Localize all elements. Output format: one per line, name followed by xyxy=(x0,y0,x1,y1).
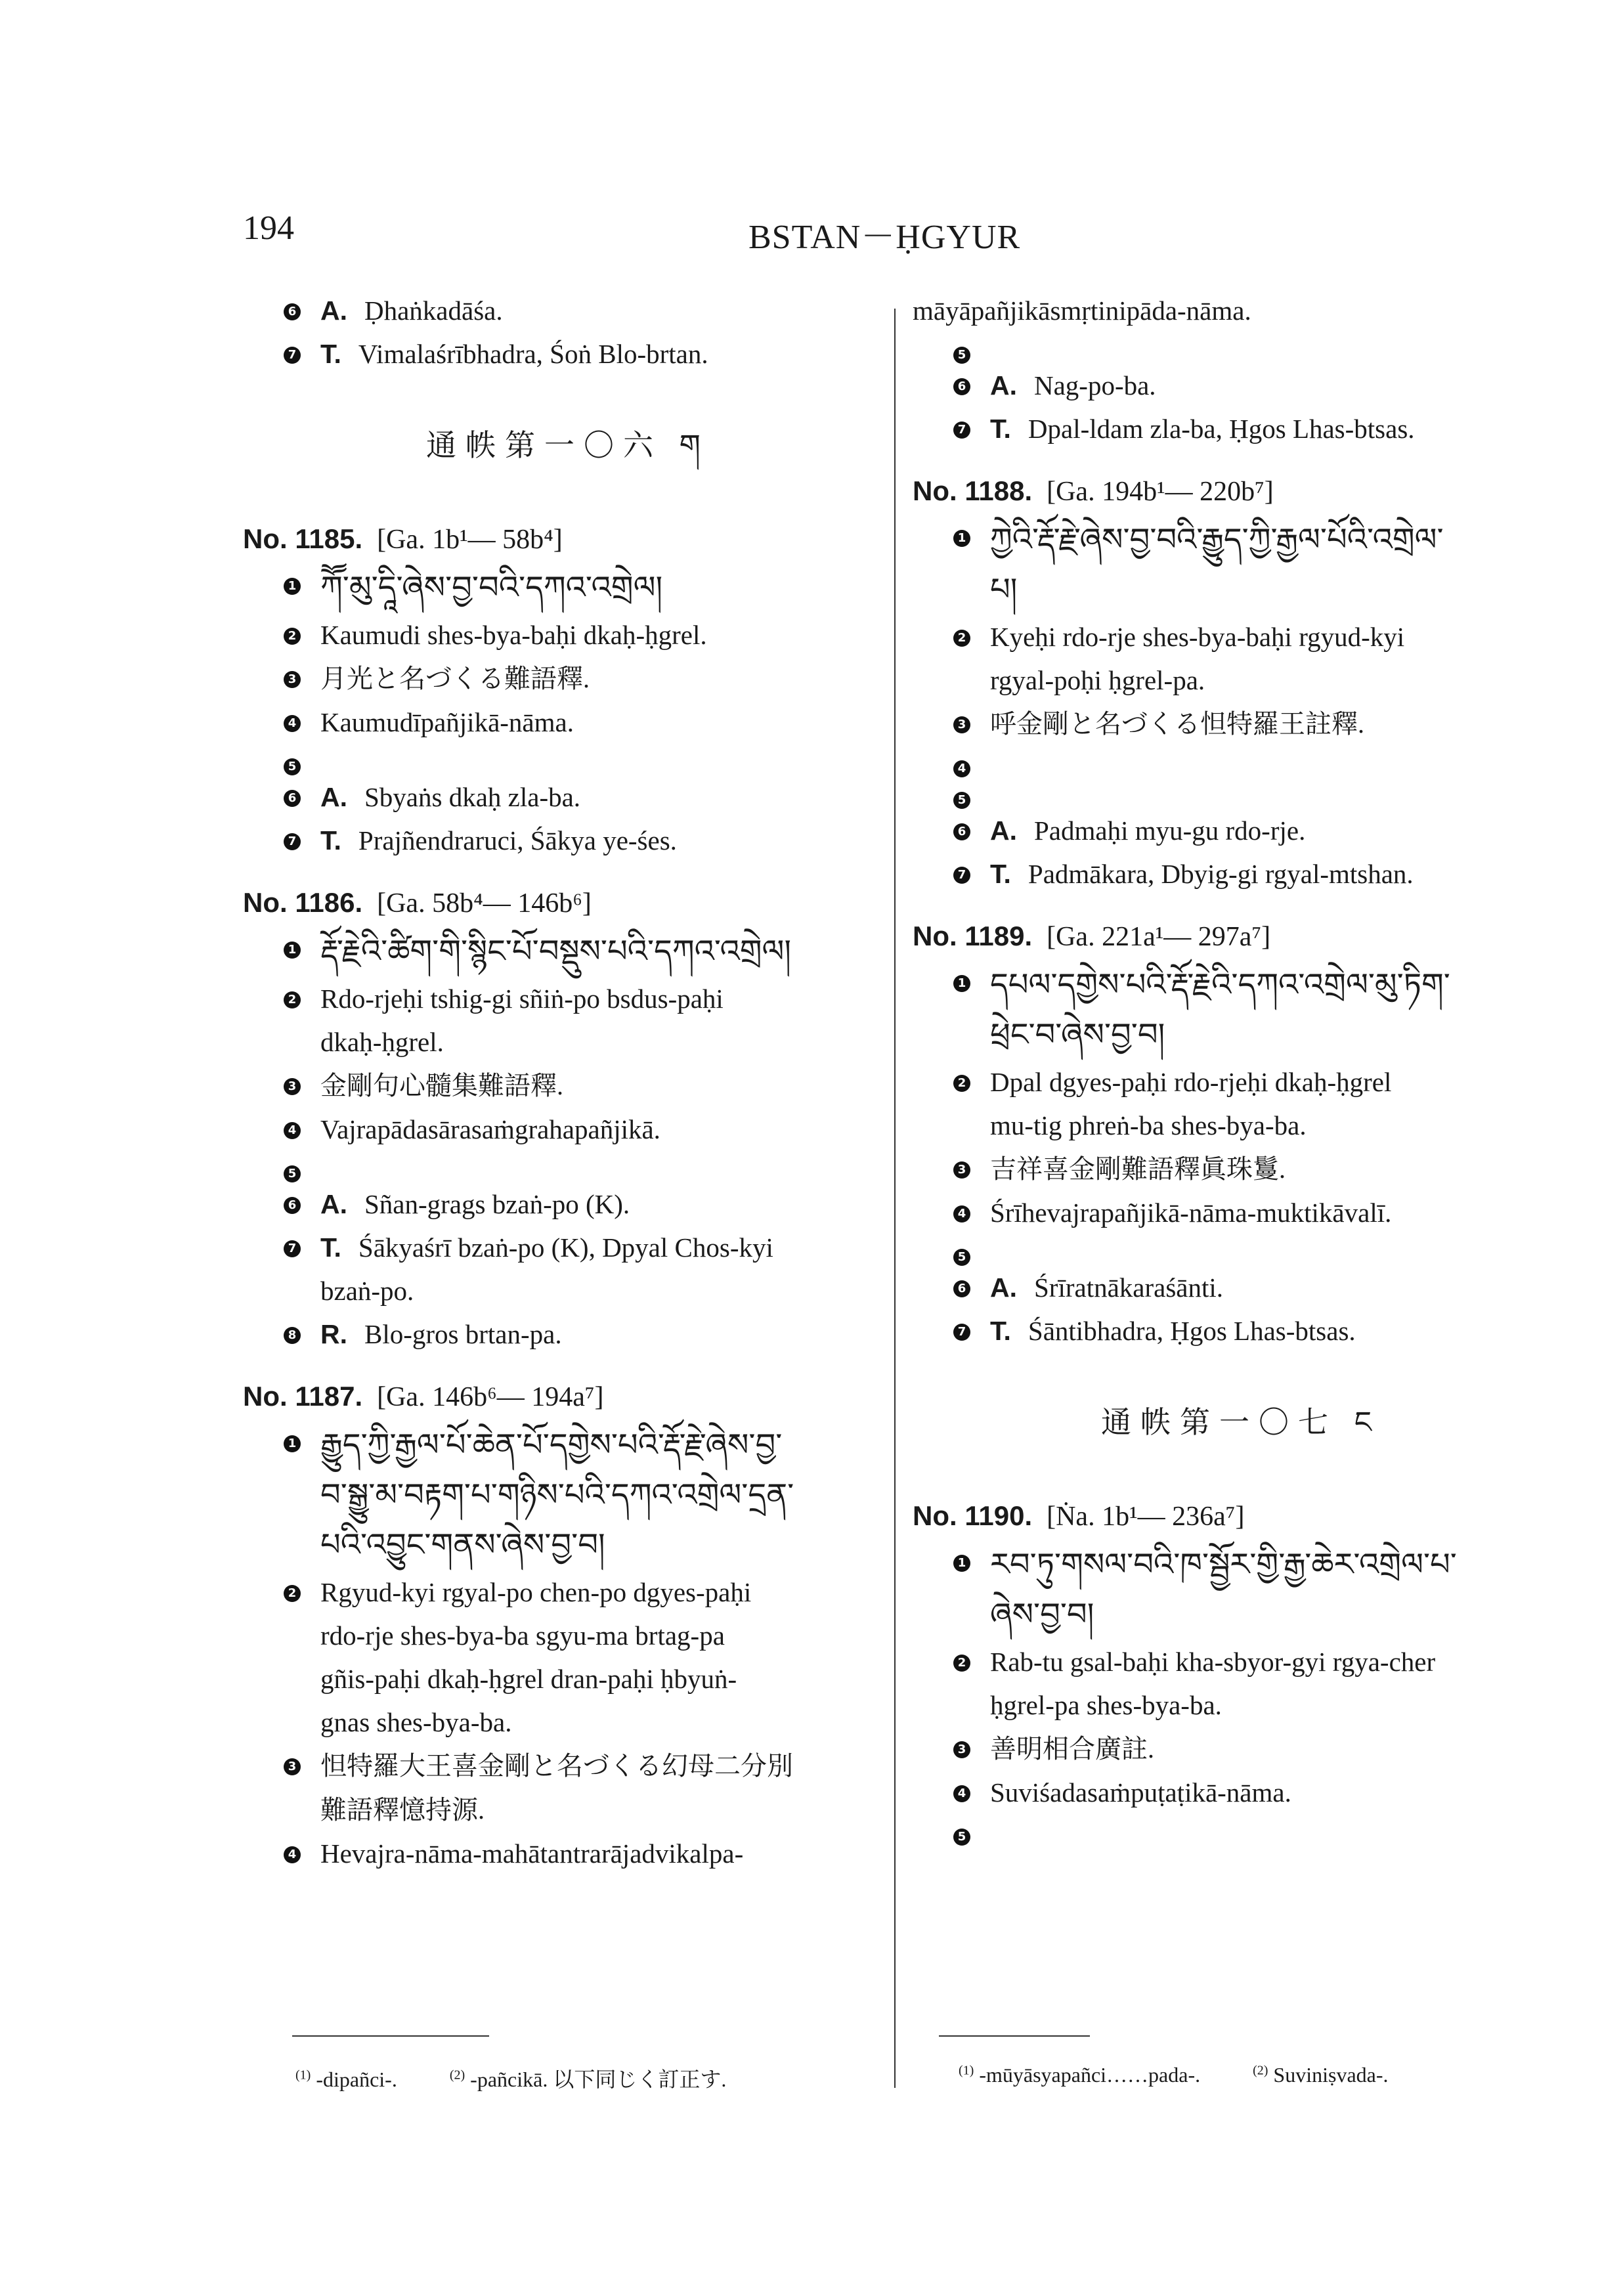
role-label: A. xyxy=(990,370,1017,401)
tibetan-title: དཔལ་དགྱེས་པའི་རྡོ་རྗེའི་དཀའ་འགྲེལ་མུ་ཏིག་ ཕྲེང་བ་ཞེས་བྱ་བ། xyxy=(990,968,1450,1052)
field-number-marker: 3 xyxy=(953,1741,970,1758)
field-number-marker: 1 xyxy=(284,942,301,959)
field-number-marker: 7 xyxy=(284,833,301,850)
role-label: R. xyxy=(320,1319,347,1349)
footnotes-left xyxy=(295,2063,779,2093)
footnote xyxy=(959,2063,1200,2087)
field-number-marker: 3 xyxy=(953,716,970,733)
role-label: A. xyxy=(320,782,347,812)
field-value: Prajñendraruci, Śākya ye-śes. xyxy=(358,825,677,856)
column-divider xyxy=(894,309,896,2088)
footnote-mark: (1) xyxy=(959,2063,974,2078)
field-number-marker: 2 xyxy=(953,630,970,647)
entry-field xyxy=(913,1309,1569,1353)
field-text xyxy=(990,809,1305,852)
entry-number-line xyxy=(243,523,893,555)
field-text xyxy=(990,615,1404,702)
entry-number: No. 1186. xyxy=(243,887,363,918)
field-number-marker: 3 xyxy=(953,1161,970,1179)
field-text xyxy=(990,852,1414,896)
entry-field xyxy=(913,1640,1569,1727)
field-text xyxy=(990,407,1415,450)
field-value: Śrīhevajrapañjikā-nāma-muktikāvalī. xyxy=(990,1198,1392,1228)
field-number-marker: 4 xyxy=(953,1785,970,1802)
entry-number-line xyxy=(913,921,1569,953)
field-value: Dpal dgyes-paḥi rdo-rjeḥi dkaḥ-ḥgrel mu-tig phreṅ-ba shes-bya-ba. xyxy=(990,1067,1392,1140)
field-text xyxy=(320,1421,794,1570)
entry-field xyxy=(243,1832,893,1875)
field-number-marker: 3 xyxy=(284,671,301,688)
japanese-title: 月光と名づくる難語釋. xyxy=(320,664,590,693)
footnote-text: -dipañci-. xyxy=(316,2068,397,2091)
entry-field xyxy=(913,1540,1569,1640)
tibetan-title: རྒྱུད་ཀྱི་རྒྱལ་པོ་ཆེན་པོ་དགྱེས་པའི་རྡོ་རྗེ་ཞེས་བྱ་ བ་སྒྱུ་མ་བརྟག་པ་གཉིས་པའི་དཀའ་འགྲེལ་དྲན་ པའི་འབྱུང་གནས་ཞེས་བྱ་བ། xyxy=(320,1428,794,1563)
field-number-marker: 7 xyxy=(953,867,970,884)
field-value: Dpal-ldam zla-ba, Ḥgos Lhas-btsas. xyxy=(1028,414,1415,444)
field-text xyxy=(320,1182,630,1226)
entry-field xyxy=(243,1421,893,1570)
role-label: A. xyxy=(990,815,1017,846)
field-number-marker: 4 xyxy=(284,715,301,732)
field-number-marker: 6 xyxy=(953,378,970,395)
entry-field xyxy=(913,1060,1569,1147)
role-label: A. xyxy=(320,295,347,326)
field-text xyxy=(990,961,1450,1060)
entry-field xyxy=(913,332,1569,364)
left-column xyxy=(243,289,893,1875)
entry-field xyxy=(243,819,893,862)
entry-field xyxy=(243,1064,893,1108)
field-value: Nag-po-ba. xyxy=(1034,370,1156,401)
field-text xyxy=(320,775,580,819)
entry-field xyxy=(243,701,893,744)
tibetan-title: ཀྱེའི་རྡོ་རྗེ་ཞེས་བྱ་བའི་རྒྱུད་ཀྱི་རྒྱལ་པོའི་འགྲེལ་ པ། xyxy=(990,523,1444,607)
entry-number-line xyxy=(913,1500,1569,1532)
tibetan-title: རྡོ་རྗེའི་ཚིག་གི་སྙིང་པོ་བསྡུས་པའི་དཀའ་འགྲེལ། xyxy=(320,934,792,969)
field-value: Vajrapādasārasaṁgrahapañjikā. xyxy=(320,1114,660,1144)
field-number-marker: 6 xyxy=(284,303,301,320)
field-text xyxy=(990,515,1444,615)
field-text xyxy=(320,1064,563,1108)
footnote-rule-right xyxy=(939,2035,1090,2037)
field-value: Rab-tu gsal-baḥi kha-sbyor-gyi rgya-cher ḥgrel-pa shes-bya-ba. xyxy=(990,1647,1436,1720)
field-number-marker: 7 xyxy=(953,1324,970,1341)
field-value: Sbyaṅs dkaḥ zla-ba. xyxy=(364,782,581,812)
continuation-line: māyāpañjikāsmṛtinipāda-nāma. xyxy=(913,295,1251,326)
volume-heading: 通帙第一〇七 ང xyxy=(1100,1406,1381,1439)
field-number-marker: 1 xyxy=(284,1435,301,1452)
entry-field xyxy=(913,961,1569,1060)
folio-reference: [Ga. 194b¹— 220b⁷] xyxy=(1047,477,1274,507)
field-number-marker: 5 xyxy=(953,1829,970,1846)
field-number-marker: 3 xyxy=(284,1078,301,1095)
field-value: Śākyaśrī bzaṅ-po (K), Dpyal Chos-kyi bzaṅ-po. xyxy=(320,1232,773,1306)
field-text xyxy=(320,613,707,657)
field-value: Śrīratnākaraśānti. xyxy=(1034,1272,1224,1303)
field-text xyxy=(990,1191,1391,1234)
field-number-marker: 1 xyxy=(953,1555,970,1572)
volume-heading: 通帙第一〇六 ག xyxy=(426,429,710,462)
field-value: Sñan-grags bzaṅ-po (K). xyxy=(364,1189,630,1219)
entry-field xyxy=(243,332,893,376)
entry-field xyxy=(913,1234,1569,1266)
entry-field xyxy=(243,1182,893,1226)
entry-field xyxy=(913,852,1569,896)
footnote-text: -pañcikā. 以下同じく訂正す. xyxy=(470,2068,727,2091)
field-text xyxy=(990,1309,1356,1353)
role-label: T. xyxy=(990,414,1011,444)
field-value: Kaumudīpañjikā-nāma. xyxy=(320,707,574,737)
field-text xyxy=(320,977,724,1064)
field-text xyxy=(320,1570,751,1744)
field-number-marker: 2 xyxy=(284,1585,301,1602)
entry-field xyxy=(913,515,1569,615)
role-label: T. xyxy=(320,825,341,856)
entry-field xyxy=(913,746,1569,777)
field-number-marker: 5 xyxy=(953,1249,970,1266)
entry-field xyxy=(243,289,893,332)
japanese-title: 金剛句心髓集難語釋. xyxy=(320,1071,563,1100)
entry-field xyxy=(243,977,893,1064)
field-value: Śāntibhadra, Ḥgos Lhas-btsas. xyxy=(1028,1316,1356,1346)
entry-number: No. 1188. xyxy=(913,475,1033,506)
field-number-marker: 8 xyxy=(284,1327,301,1344)
field-number-marker: 4 xyxy=(953,760,970,777)
entry-field xyxy=(913,364,1569,407)
field-number-marker: 1 xyxy=(284,578,301,595)
japanese-title: 呼金剛と名づくる怛特羅王註釋. xyxy=(990,709,1364,739)
entry-field xyxy=(243,563,893,613)
field-number-marker: 4 xyxy=(284,1122,301,1139)
field-number-marker: 7 xyxy=(953,422,970,439)
entry-field xyxy=(243,1108,893,1151)
entry-number: No. 1187. xyxy=(243,1381,363,1412)
field-number-marker: 5 xyxy=(953,792,970,809)
folio-reference: [Ṅa. 1b¹— 236a⁷] xyxy=(1047,1502,1245,1532)
field-number-marker: 2 xyxy=(953,1075,970,1092)
field-text xyxy=(320,927,791,977)
folio-reference: [Ga. 221a¹— 297a⁷] xyxy=(1047,922,1271,952)
footnote xyxy=(1253,2063,1388,2087)
field-value: Kyeḥi rdo-rje shes-bya-baḥi rgyud-kyi rgyal-poḥi ḥgrel-pa. xyxy=(990,622,1405,695)
field-value: Ḍhaṅkadāśa. xyxy=(364,295,503,326)
field-number-marker: 6 xyxy=(284,790,301,807)
entry-field xyxy=(243,775,893,819)
page-number: 194 xyxy=(243,209,294,247)
footnote-rule-left xyxy=(292,2035,489,2037)
field-value: Hevajra-nāma-mahātantrarājadvikalpa- xyxy=(320,1838,744,1869)
entry-field xyxy=(913,1147,1569,1191)
field-number-marker: 7 xyxy=(284,1240,301,1257)
footnote-mark: (2) xyxy=(449,2068,465,2083)
field-number-marker: 6 xyxy=(284,1197,301,1214)
japanese-title: 怛特羅大王喜金剛と名づくる幻母二分別 難語釋憶持源. xyxy=(320,1751,793,1825)
field-text xyxy=(320,1108,660,1151)
folio-reference: [Ga. 1b¹— 58b⁴] xyxy=(377,525,563,555)
field-number-marker: 6 xyxy=(953,1280,970,1297)
field-text xyxy=(320,563,662,613)
entry-field xyxy=(243,1312,893,1356)
field-text xyxy=(320,701,574,744)
field-number-marker: 2 xyxy=(953,1655,970,1672)
entry-field xyxy=(913,777,1569,809)
field-text xyxy=(320,1744,793,1832)
field-text xyxy=(990,1727,1154,1771)
field-text xyxy=(990,702,1364,746)
field-text xyxy=(320,1832,743,1875)
field-number-marker: 5 xyxy=(284,758,301,775)
folio-reference: [Ga. 146b⁶— 194a⁷] xyxy=(377,1382,604,1412)
entry-field xyxy=(243,1744,893,1832)
field-text xyxy=(990,1266,1223,1309)
entry-field xyxy=(913,1814,1569,1846)
footnote-mark: (1) xyxy=(295,2068,311,2083)
running-head: BSTAN－ḤGYUR xyxy=(748,219,1021,256)
entry-field xyxy=(243,927,893,977)
entry-field xyxy=(913,1771,1569,1814)
field-text xyxy=(990,364,1156,407)
role-label: A. xyxy=(320,1189,347,1219)
field-text xyxy=(990,1771,1291,1814)
tibetan-title: ཀཽ་མུ་དཱི་ཞེས་བྱ་བའི་དཀའ་འགྲེལ། xyxy=(320,571,663,605)
entry-field xyxy=(243,1151,893,1182)
field-number-marker: 2 xyxy=(284,991,301,1008)
field-text xyxy=(320,819,677,862)
entry-field xyxy=(243,744,893,775)
footnote-text: Suviniṣvada-. xyxy=(1273,2063,1389,2087)
footnote-mark: (2) xyxy=(1253,2063,1268,2078)
role-label: T. xyxy=(990,1316,1011,1346)
field-value: Rdo-rjeḥi tshig-gi sñiṅ-po bsdus-paḥi dkaḥ-ḥgrel. xyxy=(320,984,724,1057)
field-text xyxy=(320,1312,562,1356)
entry-field xyxy=(913,809,1569,852)
footnotes-right xyxy=(959,2063,1441,2087)
footnote xyxy=(295,2068,397,2092)
field-value: Blo-gros brtan-pa. xyxy=(364,1319,562,1349)
field-value: Padmākara, Dbyig-gi rgyal-mtshan. xyxy=(1028,859,1414,889)
role-label: T. xyxy=(990,859,1011,889)
field-value: Kaumudi shes-bya-baḥi dkaḥ-ḥgrel. xyxy=(320,620,707,650)
field-number-marker: 5 xyxy=(284,1165,301,1182)
field-number-marker: 6 xyxy=(953,823,970,840)
field-number-marker: 2 xyxy=(284,628,301,645)
field-value: Padmaḥi myu-gu rdo-rje. xyxy=(1034,815,1306,846)
field-number-marker: 1 xyxy=(953,975,970,992)
entry-field xyxy=(913,615,1569,702)
field-text xyxy=(990,1060,1391,1147)
entry-field xyxy=(913,702,1569,746)
field-text xyxy=(320,289,503,332)
field-text xyxy=(990,1540,1457,1640)
field-number-marker: 4 xyxy=(953,1205,970,1223)
entry-field xyxy=(913,1266,1569,1309)
entry-field xyxy=(243,1226,893,1312)
entry-field xyxy=(913,1191,1569,1234)
field-text xyxy=(320,1226,773,1312)
field-text xyxy=(990,1147,1286,1191)
tibetan-title: རབ་ཏུ་གསལ་བའི་ཁ་སྦྱོར་གྱི་རྒྱ་ཆེར་འགྲེལ་པ་ ཞེས་བྱ་བ། xyxy=(990,1548,1457,1632)
footnote-text: -mūyāsyapañci……pada-. xyxy=(979,2063,1201,2087)
role-label: T. xyxy=(320,339,341,369)
entry-number-line xyxy=(243,1381,893,1413)
entry-field xyxy=(243,1570,893,1744)
entry-field xyxy=(913,1727,1569,1771)
role-label: T. xyxy=(320,1232,341,1263)
field-number-marker: 5 xyxy=(953,347,970,364)
japanese-title: 善明相合廣註. xyxy=(990,1734,1154,1764)
entry-field xyxy=(243,657,893,701)
entry-field xyxy=(243,613,893,657)
field-value: Rgyud-kyi rgyal-po chen-po dgyes-paḥi rdo-rje shes-bya-ba sgyu-ma brtag-pa gñis-paḥi dkaḥ-ḥgrel dran-paḥi ḥbyuṅ- gnas shes-bya-ba. xyxy=(320,1577,752,1737)
entry-number: No. 1189. xyxy=(913,921,1033,951)
japanese-title: 吉祥喜金剛難語釋眞珠鬘. xyxy=(990,1154,1286,1184)
footnote xyxy=(450,2063,727,2093)
folio-reference: [Ga. 58b⁴— 146b⁶] xyxy=(377,888,592,919)
right-column xyxy=(913,289,1569,1846)
entry-number: No. 1190. xyxy=(913,1500,1033,1531)
field-value: Suviśadasaṁpuṭaṭikā-nāma. xyxy=(990,1777,1291,1808)
field-text xyxy=(990,1640,1435,1727)
entry-number: No. 1185. xyxy=(243,523,363,554)
entry-number-line xyxy=(913,475,1569,508)
entry-number-line xyxy=(243,887,893,919)
field-number-marker: 1 xyxy=(953,530,970,547)
field-number-marker: 4 xyxy=(284,1846,301,1863)
entry-field xyxy=(913,407,1569,450)
field-text xyxy=(320,657,590,701)
field-number-marker: 7 xyxy=(284,347,301,364)
role-label: A. xyxy=(990,1272,1017,1303)
field-number-marker: 3 xyxy=(284,1758,301,1775)
field-text xyxy=(320,332,708,376)
field-value: Vimalaśrībhadra, Śoṅ Blo-brtan. xyxy=(358,339,708,369)
